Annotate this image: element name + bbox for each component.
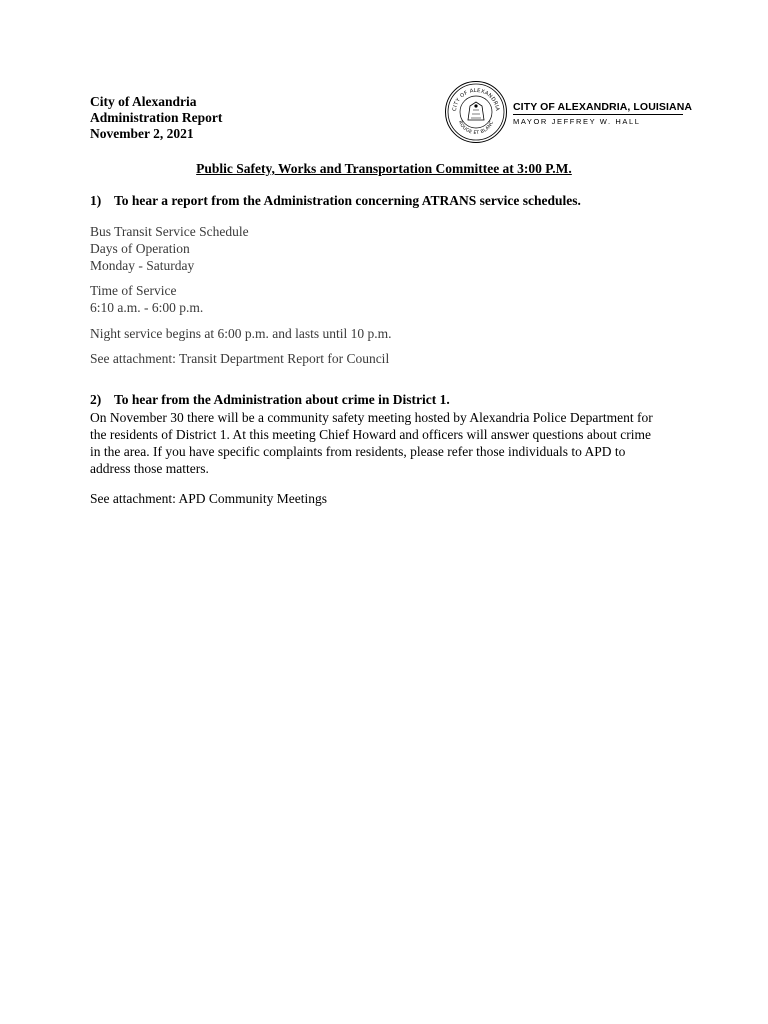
svg-text:CITY OF ALEXANDRIA: CITY OF ALEXANDRIA [451,87,501,112]
item-2-attachment: See attachment: APD Community Meetings [90,491,327,506]
item-2-number: 2) [90,392,102,407]
item-2-paragraph-line-3: in the area. If you have specific complaints from residents, please refer those individuals to APD to [90,444,626,459]
letterhead [513,101,693,126]
report-header [90,94,222,142]
item-2-paragraph-line-4: address those matters. [90,461,209,476]
item-1-heading-text: To hear a report from the Administration concerning ATRANS service schedules. [114,193,581,208]
days-label: Days of Operation [90,241,190,256]
letterhead-divider [513,114,683,115]
committee-title: Public Safety, Works and Transportation Committee at 3:00 P.M. [196,161,572,176]
time-label: Time of Service [90,283,177,298]
item-1-attachment: See attachment: Transit Department Report for Council [90,351,390,366]
svg-text:ROUGE ET BLANC: ROUGE ET BLANC [456,120,496,137]
item-1-number: 1) [90,193,102,208]
report-title: Administration Report [90,110,223,125]
night-service-note: Night service begins at 6:00 p.m. and lasts until 10 p.m. [90,326,392,341]
item-2-heading [90,392,450,408]
days-value: Monday - Saturday [90,258,195,273]
item-1-heading [90,193,581,209]
city-line: City of Alexandria [90,94,197,109]
item-2-heading-text: To hear from the Administration about crime in District 1. [114,392,450,407]
report-date: November 2, 2021 [90,126,194,141]
city-name: CITY OF ALEXANDRIA, LOUISIANA [513,101,693,113]
item-2-paragraph-line-1: On November 30 there will be a community safety meeting hosted by Alexandria Police Department for [90,410,653,425]
item-2-paragraph-line-2: the residents of District 1. At this meeting Chief Howard and officers will answer questions about crime [90,427,652,442]
schedule-title: Bus Transit Service Schedule [90,224,249,239]
time-value: 6:10 a.m. - 6:00 p.m. [90,300,204,315]
city-seal-logo [444,80,508,144]
mayor-name: MAYOR JEFFREY W. HALL [513,117,641,126]
